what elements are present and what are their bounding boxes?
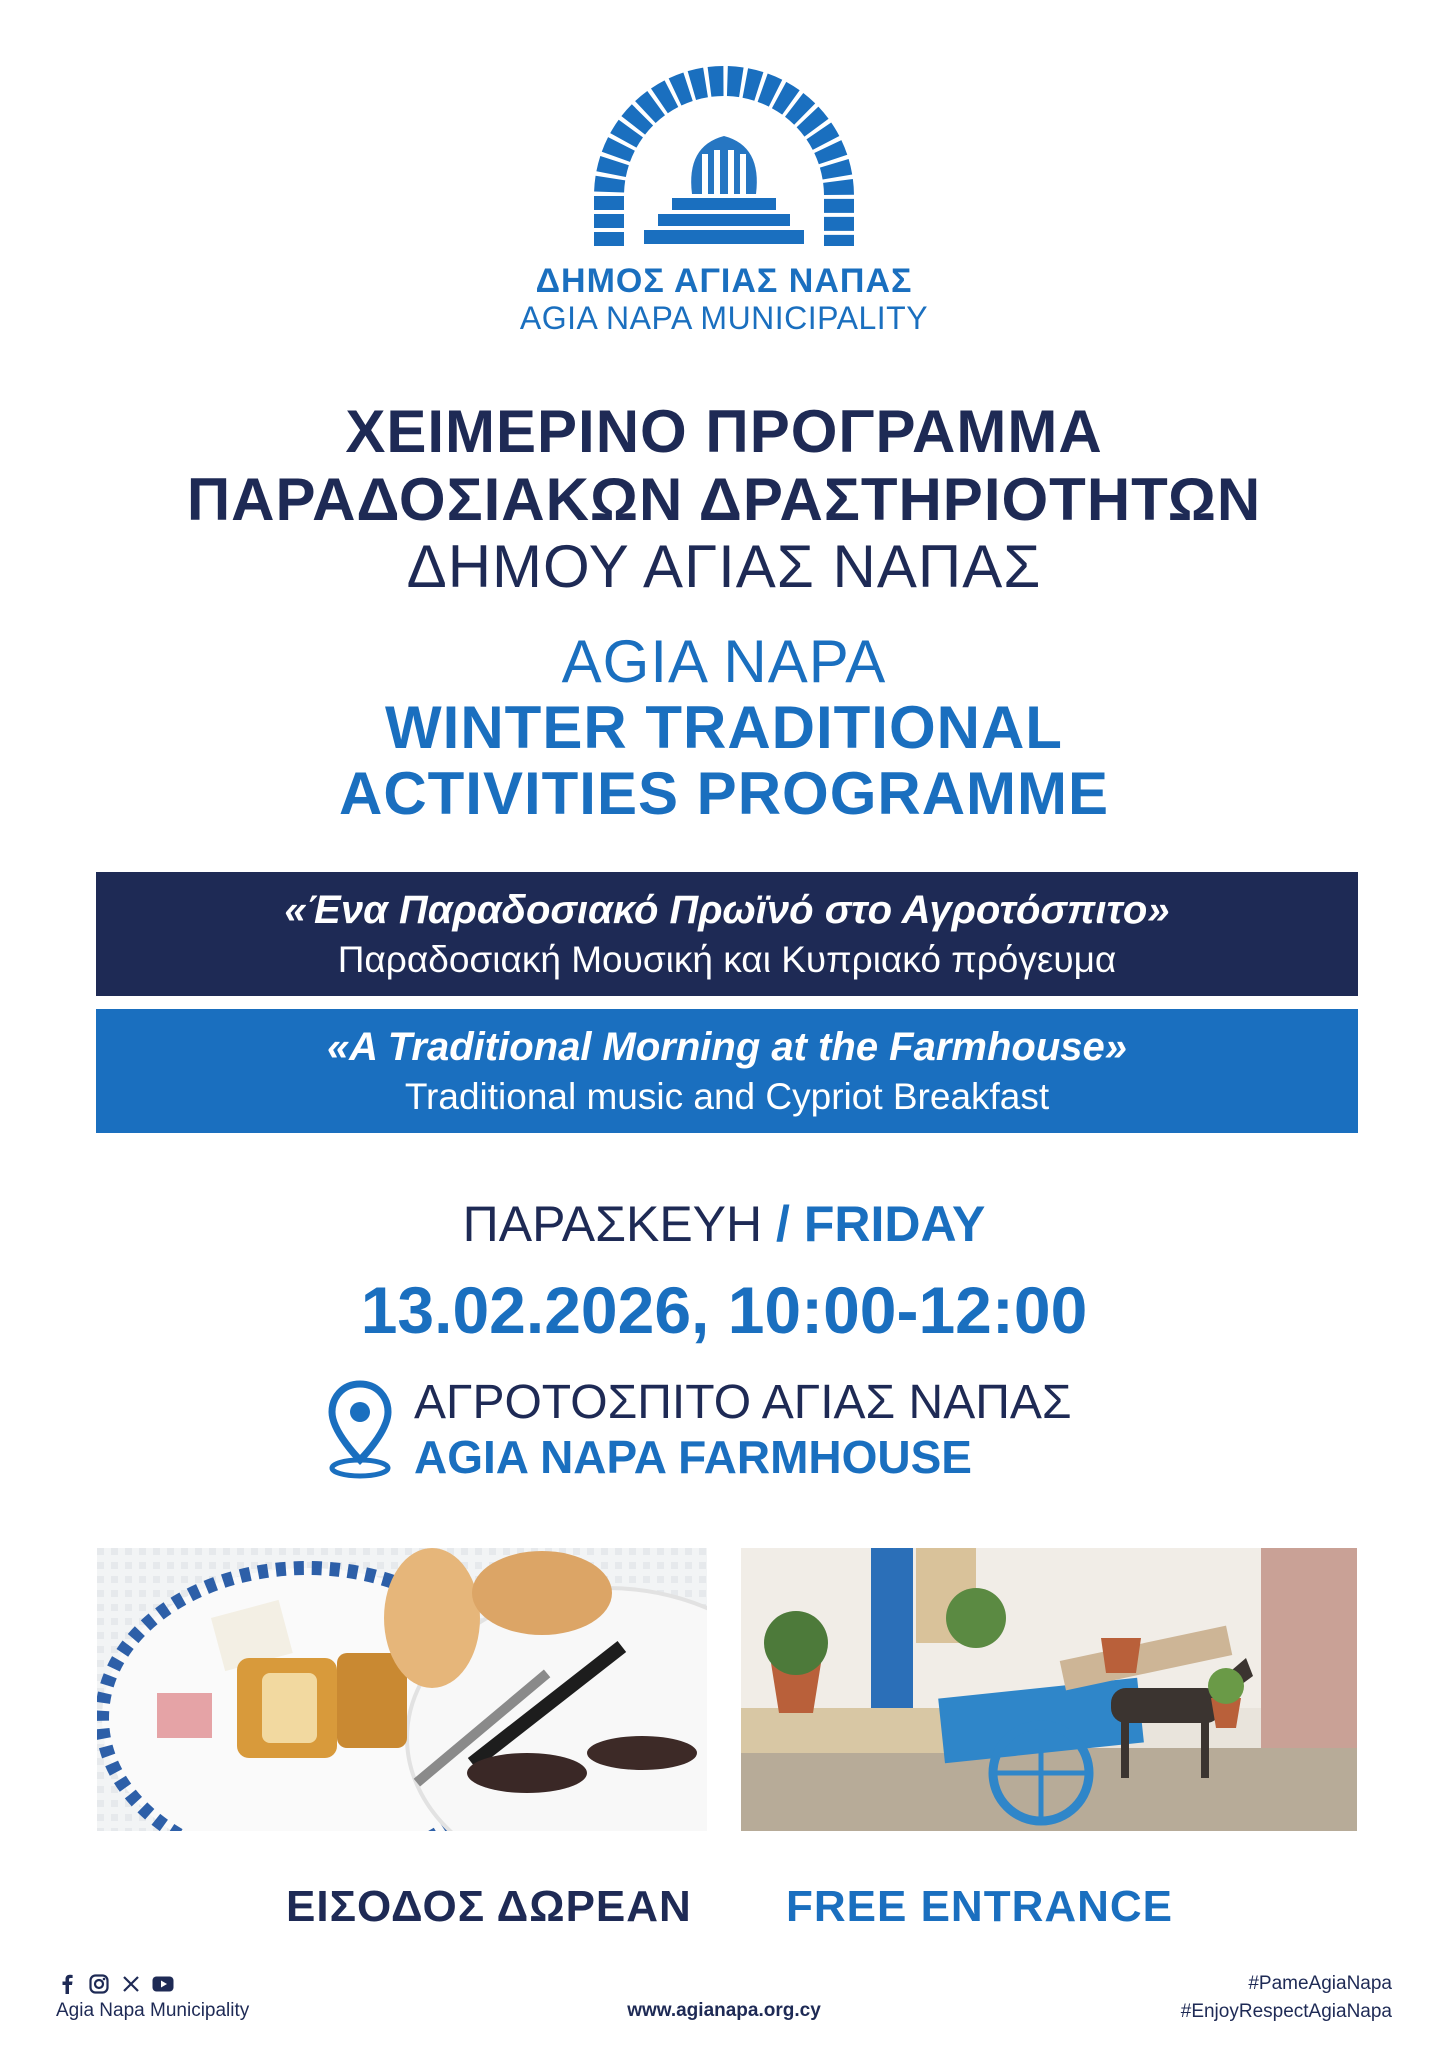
day-greek: ΠΑΡΑΣΚΕΥΗ: [462, 1196, 763, 1252]
english-title-line-1: AGIA NAPA: [561, 628, 887, 695]
social-icons: [56, 1972, 174, 1996]
free-entrance-english: FREE ENTRANCE: [786, 1882, 1174, 1931]
event-subtitle-english: Traditional music and Cypriot Breakfast: [404, 1076, 1050, 1117]
event-datetime: 13.02.2026, 10:00-12:00: [360, 1273, 1088, 1347]
day-separator: /: [762, 1196, 804, 1252]
greek-title-line-1: ΧΕΙΜΕΡΙΝΟ ΠΡΟΓΡΑΜΜΑ: [345, 398, 1103, 465]
instagram-icon[interactable]: [88, 1973, 110, 1995]
municipality-name-greek: ΔΗΜΟΣ ΑΓΙΑΣ ΝΑΠΑΣ: [535, 262, 913, 300]
event-subtitle-greek: Παραδοσιακή Μουσική και Κυπριακό πρόγευμα: [337, 939, 1117, 980]
day-english: FRIDAY: [803, 1196, 986, 1252]
website-link[interactable]: www.agianapa.org.cy: [627, 2000, 821, 2021]
footer-municipality-name: Agia Napa Municipality: [56, 2000, 250, 2021]
location-pin-icon: [326, 1380, 394, 1480]
hashtag-pame: #PameAgiaNapa: [1248, 1973, 1392, 1994]
event-title-english: «A Traditional Morning at the Farmhouse»: [326, 1025, 1128, 1069]
place-english: AGIA NAPA FARMHOUSE: [414, 1431, 972, 1483]
greek-title-line-2: ΠΑΡΑΔΟΣΙΑΚΩΝ ΔΡΑΣΤΗΡΙΟΤΗΤΩΝ: [186, 466, 1262, 533]
hashtags: [1181, 1970, 1392, 2026]
breakfast-photo: [97, 1548, 707, 1831]
event-banner-english: [96, 1009, 1358, 1133]
event-title-greek: «Ένα Παραδοσιακό Πρωϊνό στο Αγροτόσπιτο»: [284, 888, 1170, 932]
x-icon[interactable]: [120, 1973, 142, 1995]
hashtag-enjoy-respect: #EnjoyRespectAgiaNapa: [1180, 2001, 1392, 2022]
greek-title-line-3: ΔΗΜΟΥ ΑΓΙΑΣ ΝΑΠΑΣ: [406, 533, 1042, 600]
english-title-line-2: WINTER TRADITIONAL: [385, 694, 1063, 761]
english-title-line-3: ACTIVITIES PROGRAMME: [338, 760, 1110, 827]
event-day: [0, 1195, 1448, 1253]
municipality-name-english: AGIA NAPA MUNICIPALITY: [519, 300, 929, 336]
event-banner-greek: [96, 872, 1358, 996]
youtube-icon[interactable]: [152, 1973, 174, 1995]
farmhouse-photo: [741, 1548, 1357, 1831]
facebook-icon[interactable]: [56, 1973, 78, 1995]
place-greek: ΑΓΡΟΤΟΣΠΙΤΟ ΑΓΙΑΣ ΝΑΠΑΣ: [414, 1376, 1072, 1429]
free-entrance-greek: ΕΙΣΟΔΟΣ ΔΩΡΕΑΝ: [286, 1882, 692, 1931]
municipality-logo-icon: [574, 66, 874, 256]
